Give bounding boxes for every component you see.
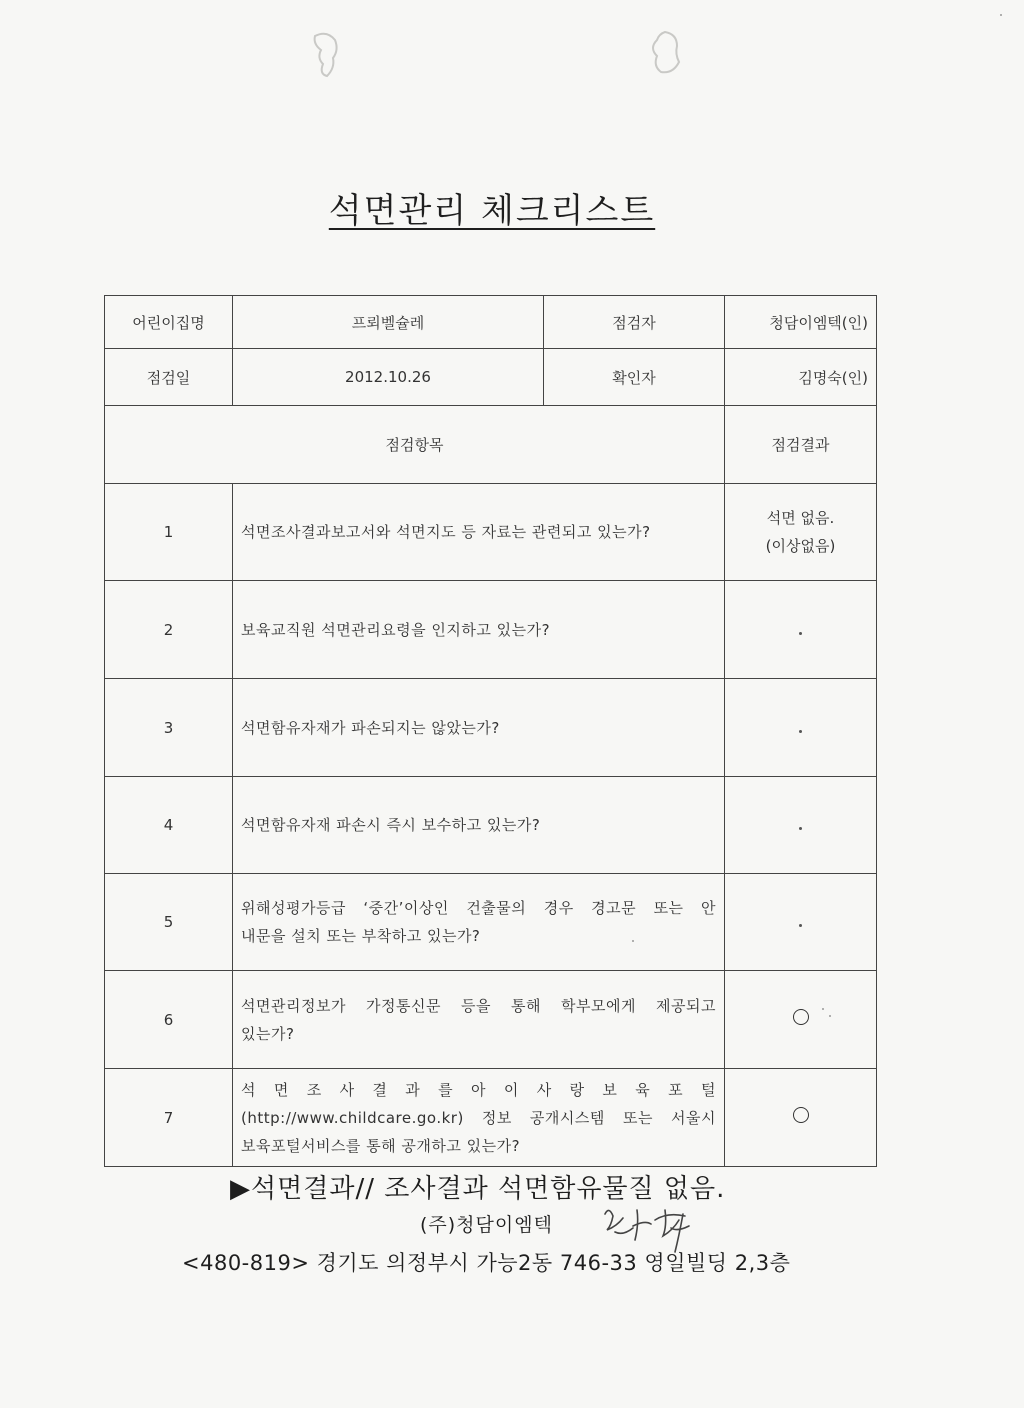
dot-mark [799,827,802,830]
item-result [725,971,877,1069]
company-name: (주)청담이엠텍 [420,1214,553,1236]
item-result [725,1069,877,1167]
scan-speck [822,1008,824,1010]
checklist-row [105,1069,877,1167]
checklist-row [105,679,877,777]
checklist-row [105,581,877,679]
confirmer-label: 확인자 [544,349,725,406]
results-heading: 점검결과 [725,406,877,484]
checklist-row [105,971,877,1069]
punch-hole-right [645,26,685,78]
item-question [233,971,725,1069]
question-line: 석 면 조 사 결 과 를 아 이 사 랑 보 육 포 털 [241,1080,716,1099]
item-number: 5 [105,874,233,971]
question-line: 위해성평가등급 ‘중간’이상인 건출물의 경우 경고문 또는 안 [241,899,716,917]
header-row-date [105,349,877,406]
item-question: 석면조사결과보고서와 석면지도 등 자료는 관련되고 있는가? [233,484,725,581]
item-question: 석면함유자재 파손시 즉시 보수하고 있는가? [233,777,725,874]
item-number: 1 [105,484,233,581]
item-result [725,874,877,971]
item-number: 7 [105,1069,233,1167]
document-title: 석면관리 체크리스트 [328,191,656,231]
daycare-value: 프뢰벨슐레 [233,296,544,349]
inspector-label: 점검자 [544,296,725,349]
item-number: 4 [105,777,233,874]
circle-mark-icon [793,1107,809,1123]
result-line: 석면 없음. [766,509,835,527]
circle-mark-icon [793,1009,809,1025]
question-line: (http://www.childcare.go.kr) 정보 공개시스템 또는 서울시 [241,1108,716,1127]
scan-speck [829,1015,831,1017]
section-header-row [105,406,877,484]
date-label: 점검일 [105,349,233,406]
question-line: 있는가? [241,1024,295,1043]
dot-mark [799,730,802,733]
item-question [233,874,725,971]
date-value: 2012.10.26 [233,349,544,406]
daycare-label: 어린이집명 [105,296,233,349]
item-number: 3 [105,679,233,777]
question-line: 보육포털서비스를 통해 공개하고 있는가? [241,1136,521,1155]
scan-speck [1000,14,1002,16]
checklist-row [105,777,877,874]
inspector-value: 청담이엠텍(인) [725,296,877,349]
question-line: 석면관리정보가 가정통신문 등을 통해 학부모에게 제공되고 [241,996,716,1015]
item-result [725,581,877,679]
item-result [725,484,877,581]
question-line: 내문을 설치 또는 부착하고 있는가? [241,927,481,945]
item-number: 2 [105,581,233,679]
checklist-row [105,484,877,581]
punch-hole-left [305,28,345,80]
items-heading: 점검항목 [105,406,725,484]
item-result [725,679,877,777]
company-address: <480-819> 경기도 의정부시 가능2동 746-33 영일빌딩 2,3층 [182,1251,791,1275]
checklist-row [105,874,877,971]
item-number: 6 [105,971,233,1069]
item-question: 보육교직원 석면관리요령을 인지하고 있는가? [233,581,725,679]
checklist-table [104,295,877,1167]
item-question [233,1069,725,1167]
confirmer-value: 김명숙(인) [725,349,877,406]
handwritten-signature [593,1196,703,1254]
dot-mark [799,632,802,635]
item-result [725,777,877,874]
dot-mark [799,924,802,927]
header-row-daycare [105,296,877,349]
scan-speck [632,940,634,942]
summary-statement: ▶석면결과// 조사결과 석면함유물질 없음. [230,1174,726,1204]
item-question: 석면함유자재가 파손되지는 않았는가? [233,679,725,777]
result-line: (이상없음) [765,537,836,555]
